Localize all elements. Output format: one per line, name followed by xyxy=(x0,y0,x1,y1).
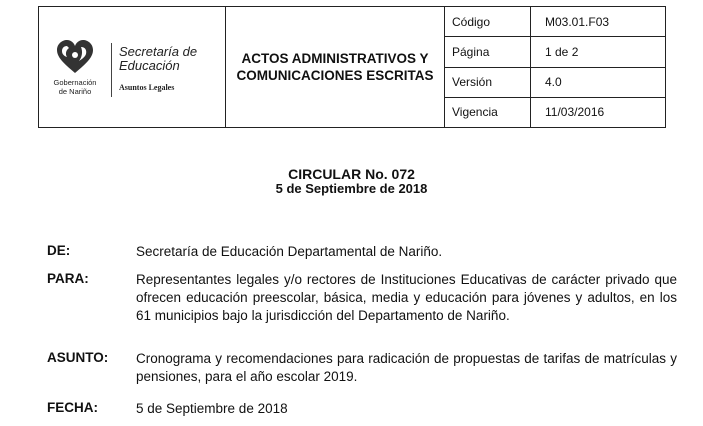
logo-divider xyxy=(111,43,112,97)
meta-label-codigo: Código xyxy=(445,7,531,37)
meta-label-version: Versión xyxy=(445,67,531,97)
meta-label-vigencia: Vigencia xyxy=(445,97,531,127)
office-name: Asuntos Legales xyxy=(119,83,175,92)
circular-title: CIRCULAR No. 072 xyxy=(288,166,415,182)
secretaria-name: Secretaría de Educación xyxy=(119,44,198,73)
org-name: Gobernación de Nariño xyxy=(53,78,97,96)
circular-date: 5 de Septiembre de 2018 xyxy=(275,181,428,196)
document-type-title: ACTOS ADMINISTRATIVOS Y COMUNICACIONES ESCRITAS xyxy=(226,7,445,128)
field-text: Representantes legales y/o rectores de Instituciones Educativas de carácter privado que ofrecen educación preescolar, básica, media y educación para jóvenes y adultos, en los 61 municipios bajo la jurisdicción del Departamento de Nariño. xyxy=(136,272,677,323)
meta-label-pagina: Página xyxy=(445,37,531,67)
field-text: Secretaría de Educación Departamental de Nariño. xyxy=(136,244,443,259)
meta-value-codigo: M03.01.F03 xyxy=(531,7,666,37)
field-label: PARA: xyxy=(47,271,89,286)
field-label: ASUNTO: xyxy=(47,350,109,365)
meta-value-vigencia: 11/03/2016 xyxy=(531,97,666,127)
document-header-table xyxy=(38,6,666,128)
gobernacion-heart-logo-icon xyxy=(55,39,95,75)
field-label: FECHA: xyxy=(47,400,98,415)
field-label: DE: xyxy=(47,243,71,258)
meta-value-pagina: 1 de 2 xyxy=(531,37,666,67)
field-text: 5 de Septiembre de 2018 xyxy=(136,401,288,416)
logo-cell xyxy=(39,7,226,128)
meta-value-version: 4.0 xyxy=(531,67,666,97)
field-text: Cronograma y recomendaciones para radicación de propuestas de tarifas de matrículas y pensiones, para el año escolar 2019. xyxy=(136,351,677,384)
